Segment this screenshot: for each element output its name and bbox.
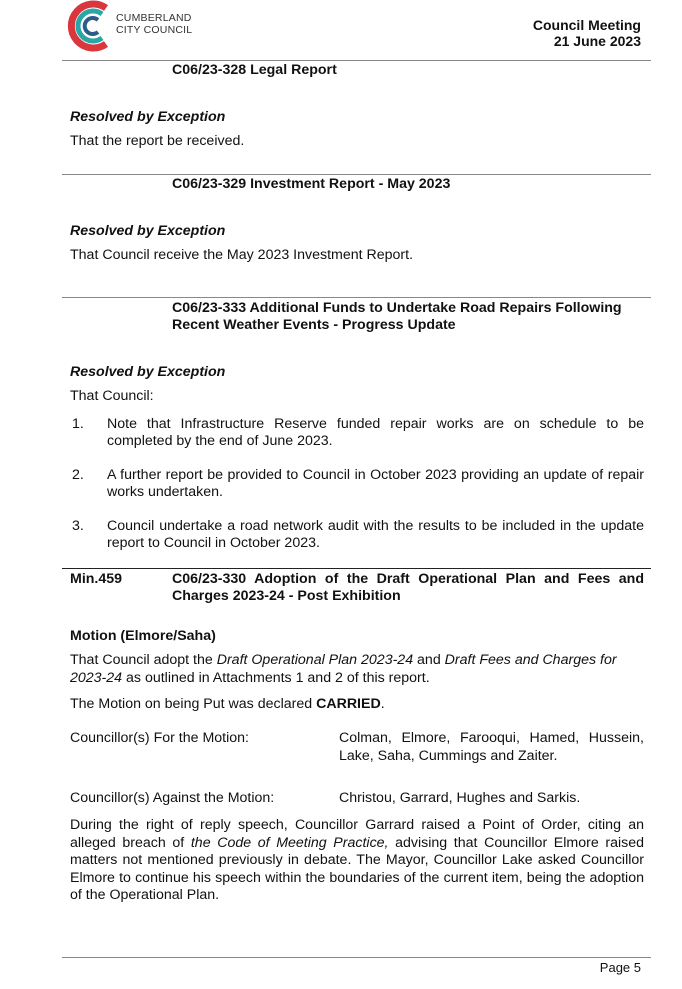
votes-against-names: Christou, Garrard, Hughes and Sarkis. <box>339 790 581 806</box>
result-text: . <box>380 696 385 712</box>
divider <box>62 60 651 61</box>
paragraph-part: advising that Councillor Elmore raised matters not mentioned previously in debate. The Mayor, Councillor Lake asked Councillor Elmore to continue his speech within the boundaries of the current item, being the adoption of the Operational Plan. <box>70 834 645 903</box>
divider <box>62 297 651 298</box>
resolved-label: Resolved by Exception <box>70 364 226 380</box>
motion-text-part: and <box>413 652 445 668</box>
list-item: Council undertake a road network audit with the results to be included in the update report to Council in October 2023. <box>107 518 644 551</box>
list-item: Note that Infrastructure Reserve funded repair works are on schedule to be completed by the end of June 2023. <box>107 416 644 449</box>
votes-against-label: Councillor(s) Against the Motion: <box>70 790 275 806</box>
title-line: Recent Weather Events - Progress Update <box>172 317 456 333</box>
item-title-roads <box>172 300 644 334</box>
doc-title-fees-charges: Draft Fees and Charges for 2023-24 <box>70 652 617 686</box>
votes-for-label: Councillor(s) For the Motion: <box>70 730 249 746</box>
resolved-label: Resolved by Exception <box>70 223 226 239</box>
result-status: CARRIED <box>316 696 381 712</box>
item-title-investment: C06/23-329 Investment Report - May 2023 <box>172 176 451 192</box>
title-line: C06/23-330 Adoption of the Draft Operational Plan and Fees and <box>172 571 644 587</box>
resolution-text: That the report be received. <box>70 133 245 149</box>
doc-title-code-of-meeting-practice: the Code of Meeting Practice, <box>190 834 389 851</box>
motion-result <box>70 696 644 714</box>
meeting-date: 21 June 2023 <box>553 33 641 49</box>
motion-text-part: That Council adopt the <box>70 652 217 668</box>
list-item-number: 3. <box>72 518 84 534</box>
list-item-number: 2. <box>72 467 84 483</box>
resolution-text: That Council receive the May 2023 Investment Report. <box>70 247 414 263</box>
footer-divider <box>62 957 651 958</box>
motion-label: Motion (Elmore/Saha) <box>70 628 216 644</box>
paragraph-part: During the right of reply speech, Councillor Garrard raised a Point of Order, citing an alleged breach of <box>70 817 644 851</box>
item-title-operational <box>172 571 644 605</box>
meeting-name: Council Meeting <box>532 17 641 33</box>
title-line: Charges 2023-24 - Post Exhibition <box>172 588 401 604</box>
motion-text-part: as outlined in Attachments 1 and 2 of this report. <box>122 669 430 686</box>
resolution-intro: That Council: <box>70 388 154 404</box>
divider <box>62 174 651 175</box>
header-meeting-info <box>533 17 641 49</box>
motion-text <box>70 652 644 687</box>
votes-for-names: Colman, Elmore, Farooqui, Hamed, Hussein, Lake, Saha, Cummings and Zaiter. <box>339 730 644 764</box>
result-text: The Motion on being Put was declared <box>70 696 317 712</box>
divider <box>62 568 651 569</box>
council-logo-text <box>116 12 192 36</box>
item-title-legal: C06/23-328 Legal Report <box>172 62 337 78</box>
resolved-label: Resolved by Exception <box>70 109 226 125</box>
page-number: Page 5 <box>599 960 641 975</box>
title-line: C06/23-333 Additional Funds to Undertake Road Repairs Following <box>172 300 622 316</box>
list-item: A further report be provided to Council in October 2023 providing an update of repair works undertaken. <box>107 467 644 500</box>
minute-number: Min.459 <box>70 571 123 587</box>
doc-title-operational-plan: Draft Operational Plan 2023-24 <box>216 652 414 668</box>
point-of-order-text <box>70 817 644 905</box>
list-item-number: 1. <box>72 416 84 432</box>
logo-line-2: CITY COUNCIL <box>116 24 193 36</box>
logo-line-1: CUMBERLAND <box>116 12 192 24</box>
